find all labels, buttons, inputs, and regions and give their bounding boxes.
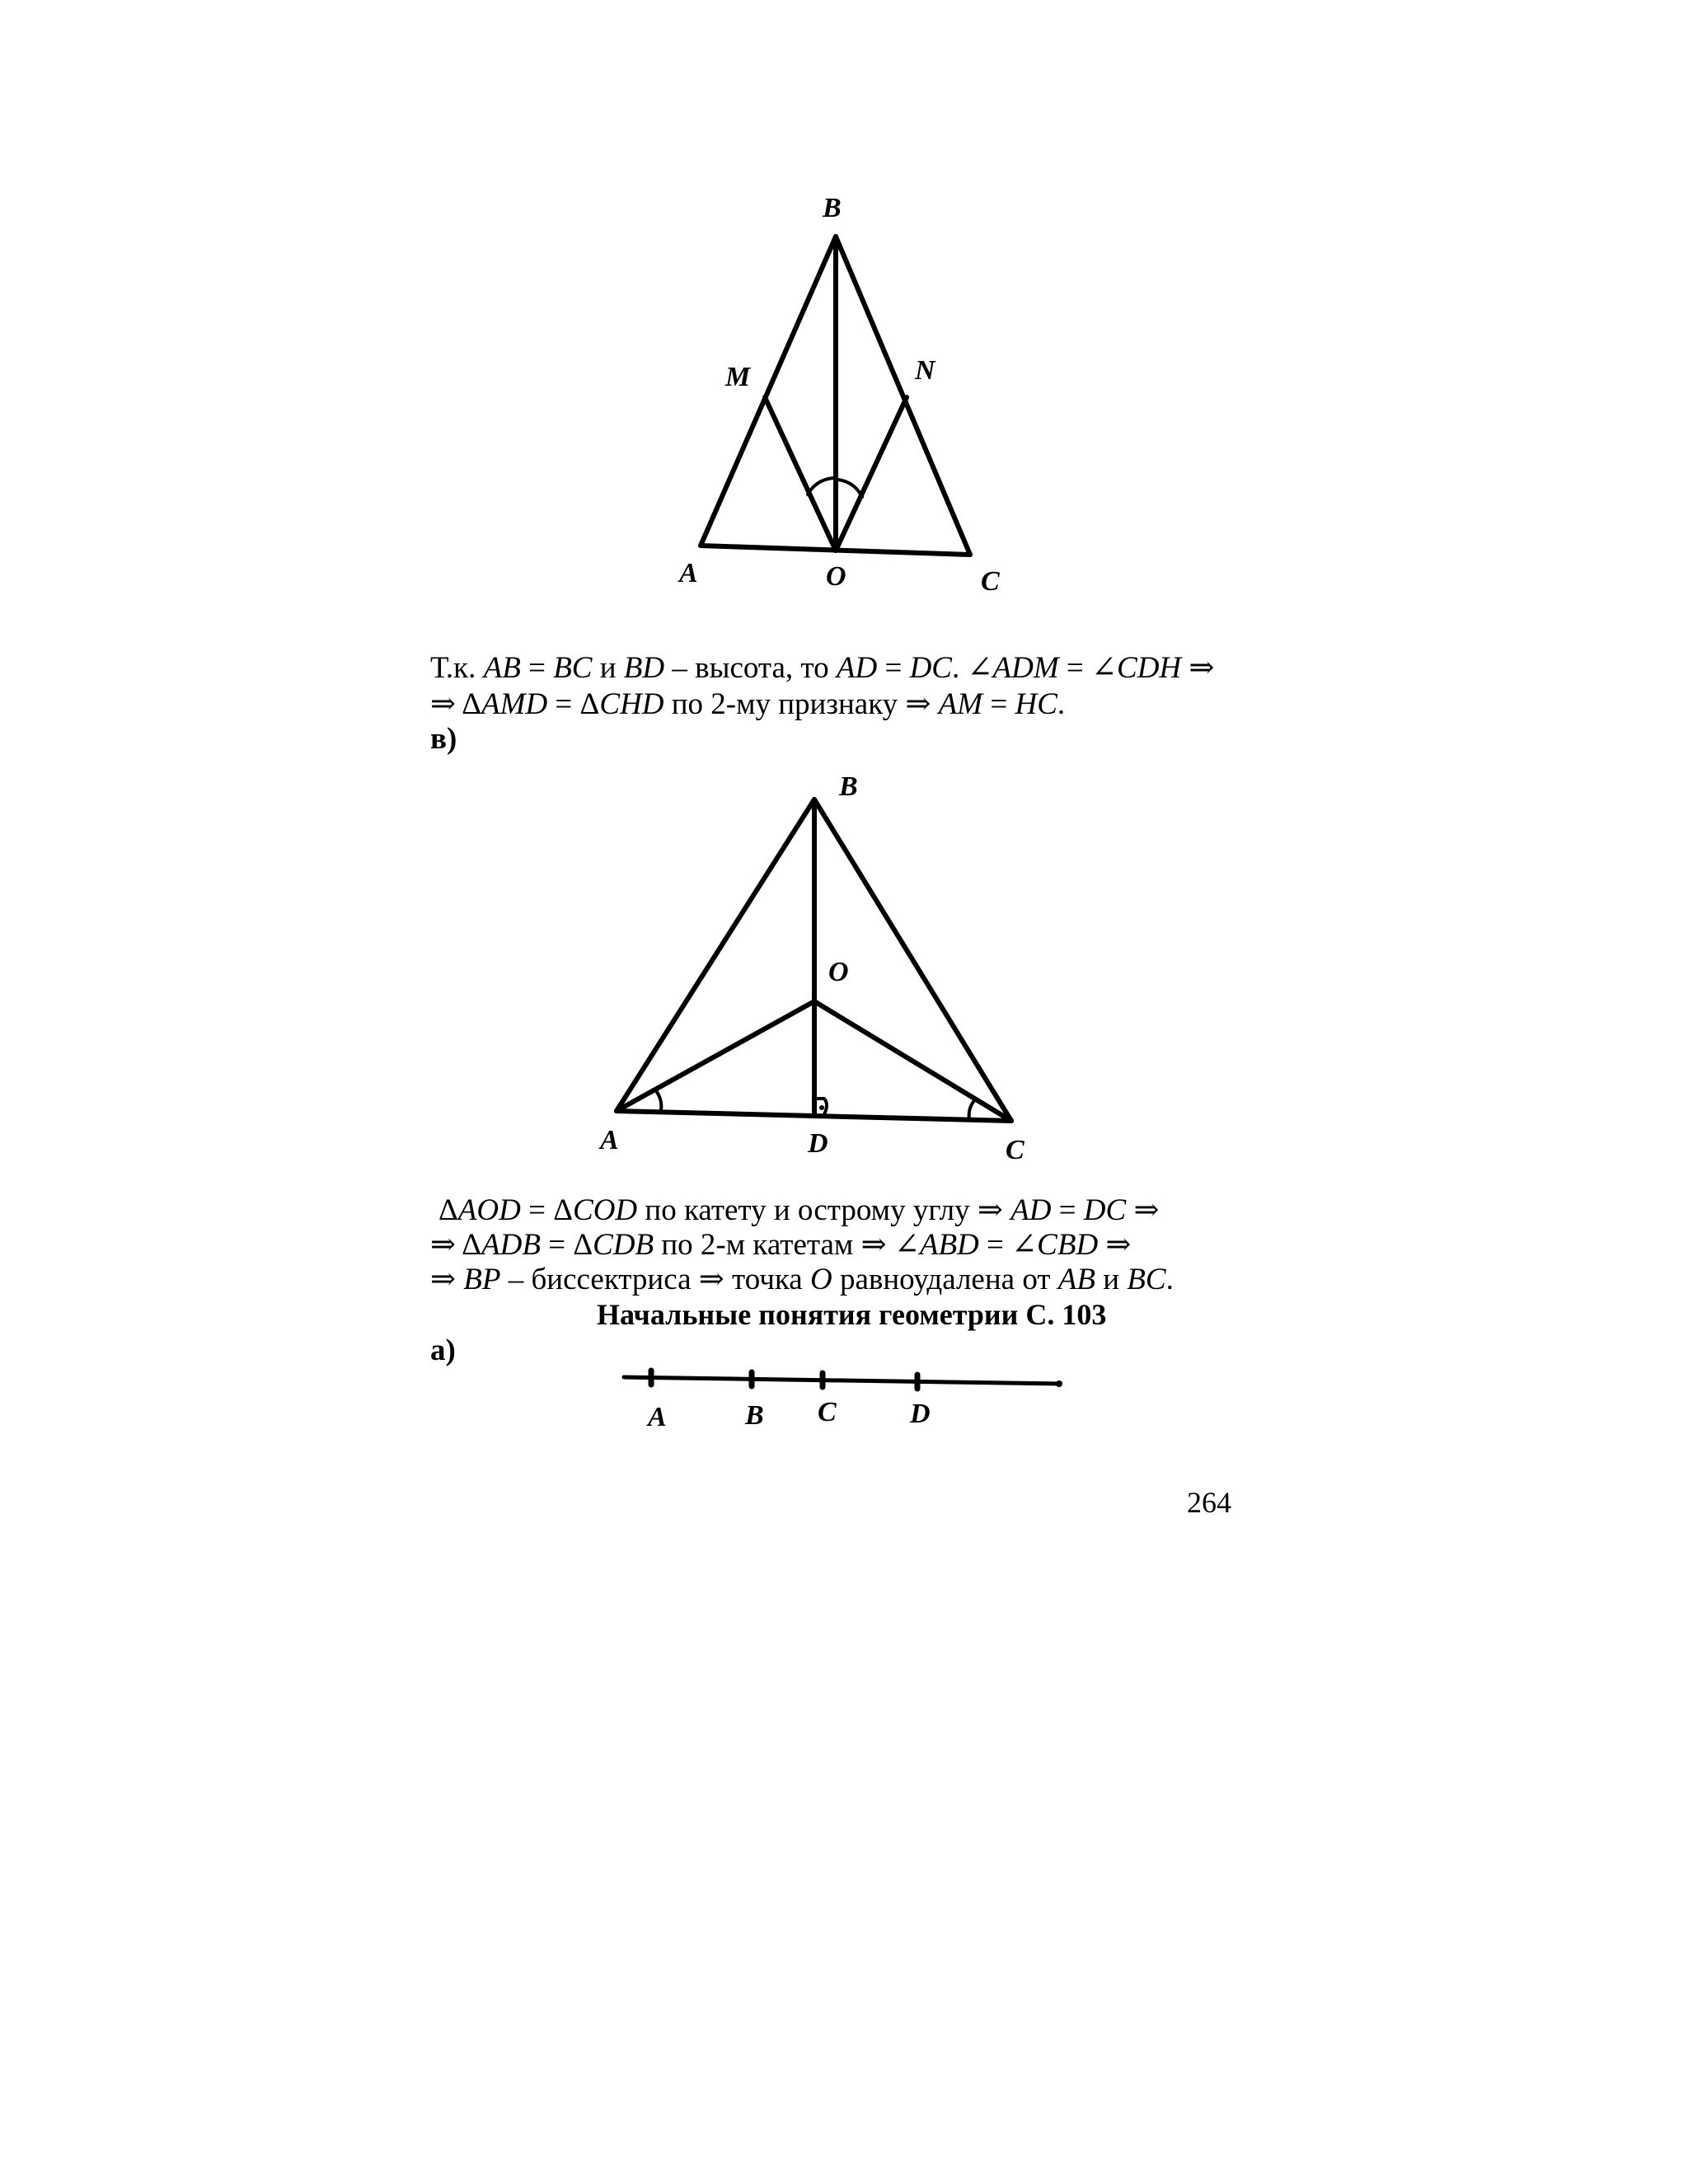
label-c: C — [818, 1397, 837, 1427]
v: ADB — [481, 1228, 541, 1262]
label-c: C — [981, 566, 1000, 597]
v: AD — [836, 651, 878, 685]
label-a: A — [679, 558, 698, 588]
v: BD — [623, 651, 665, 685]
t: ⇒ — [430, 1263, 464, 1296]
v: AOD — [457, 1193, 521, 1227]
t: = — [877, 651, 910, 685]
t: ⇒ Δ — [430, 687, 482, 721]
v: ABD — [919, 1228, 979, 1262]
v: AM — [938, 687, 983, 721]
v: HC — [1015, 687, 1057, 721]
label-c: C — [1006, 1135, 1025, 1165]
v: CBD — [1037, 1228, 1099, 1262]
label-d: D — [808, 1128, 828, 1159]
t: и — [592, 651, 624, 685]
label-a: A — [648, 1402, 667, 1432]
label-b: B — [745, 1400, 764, 1431]
t: = ∠ — [978, 1228, 1038, 1262]
v: DC — [909, 651, 952, 685]
t: = Δ — [547, 687, 600, 721]
t: Т.к. — [430, 651, 484, 685]
section-heading: Начальные понятия геометрии С. 103 — [597, 1298, 1107, 1331]
t: = — [1051, 1193, 1084, 1227]
label-m: M — [725, 362, 751, 392]
v: ADM — [992, 651, 1059, 685]
v: BP — [463, 1263, 501, 1296]
t: . — [1165, 1263, 1174, 1296]
t: по 2-м катетам ⇒ ∠ — [654, 1228, 920, 1262]
t: и — [1095, 1263, 1128, 1296]
t: – биссектриса ⇒ точка — [500, 1263, 810, 1296]
label-n: N — [915, 355, 935, 386]
t: . — [1057, 687, 1066, 721]
t: ⇒ — [1126, 1193, 1160, 1227]
t: = — [520, 651, 554, 685]
t: = Δ — [520, 1193, 574, 1227]
t: по 2-му признаку ⇒ — [663, 687, 939, 721]
v: COD — [573, 1193, 638, 1227]
v: BC — [553, 651, 593, 685]
t: Δ — [438, 1193, 458, 1227]
v: CDB — [593, 1228, 654, 1262]
t: равноудалена от — [832, 1263, 1058, 1296]
v: AMD — [481, 687, 548, 721]
v: CHD — [599, 687, 664, 721]
label-a: A — [600, 1125, 619, 1155]
t: ⇒ — [1181, 651, 1215, 685]
label-o: O — [826, 561, 846, 592]
v: AB — [1057, 1263, 1095, 1296]
item-v-label: в) — [430, 722, 457, 756]
label-d: D — [910, 1399, 931, 1429]
t: – высота, то — [664, 651, 837, 685]
v: BC — [1127, 1263, 1166, 1296]
t: . ∠ — [951, 651, 993, 685]
v: AB — [483, 651, 521, 685]
t: ⇒ — [1098, 1228, 1132, 1262]
t: ⇒ Δ — [430, 1228, 482, 1262]
label-b: B — [823, 193, 842, 223]
base-line — [624, 1377, 1059, 1384]
v: AD — [1010, 1193, 1052, 1227]
line-end-point — [1056, 1380, 1062, 1387]
page-number: 264 — [1187, 1486, 1231, 1519]
v: O — [809, 1263, 832, 1296]
v: CDH — [1117, 651, 1182, 685]
label-b: B — [839, 771, 858, 802]
t: по катету и острому углу ⇒ — [637, 1193, 1011, 1227]
label-o: O — [828, 957, 849, 987]
t: = Δ — [540, 1228, 593, 1262]
t: = ∠ — [1058, 651, 1118, 685]
v: DC — [1083, 1193, 1127, 1227]
t: = — [982, 687, 1015, 721]
item-a-label: а) — [430, 1333, 456, 1367]
